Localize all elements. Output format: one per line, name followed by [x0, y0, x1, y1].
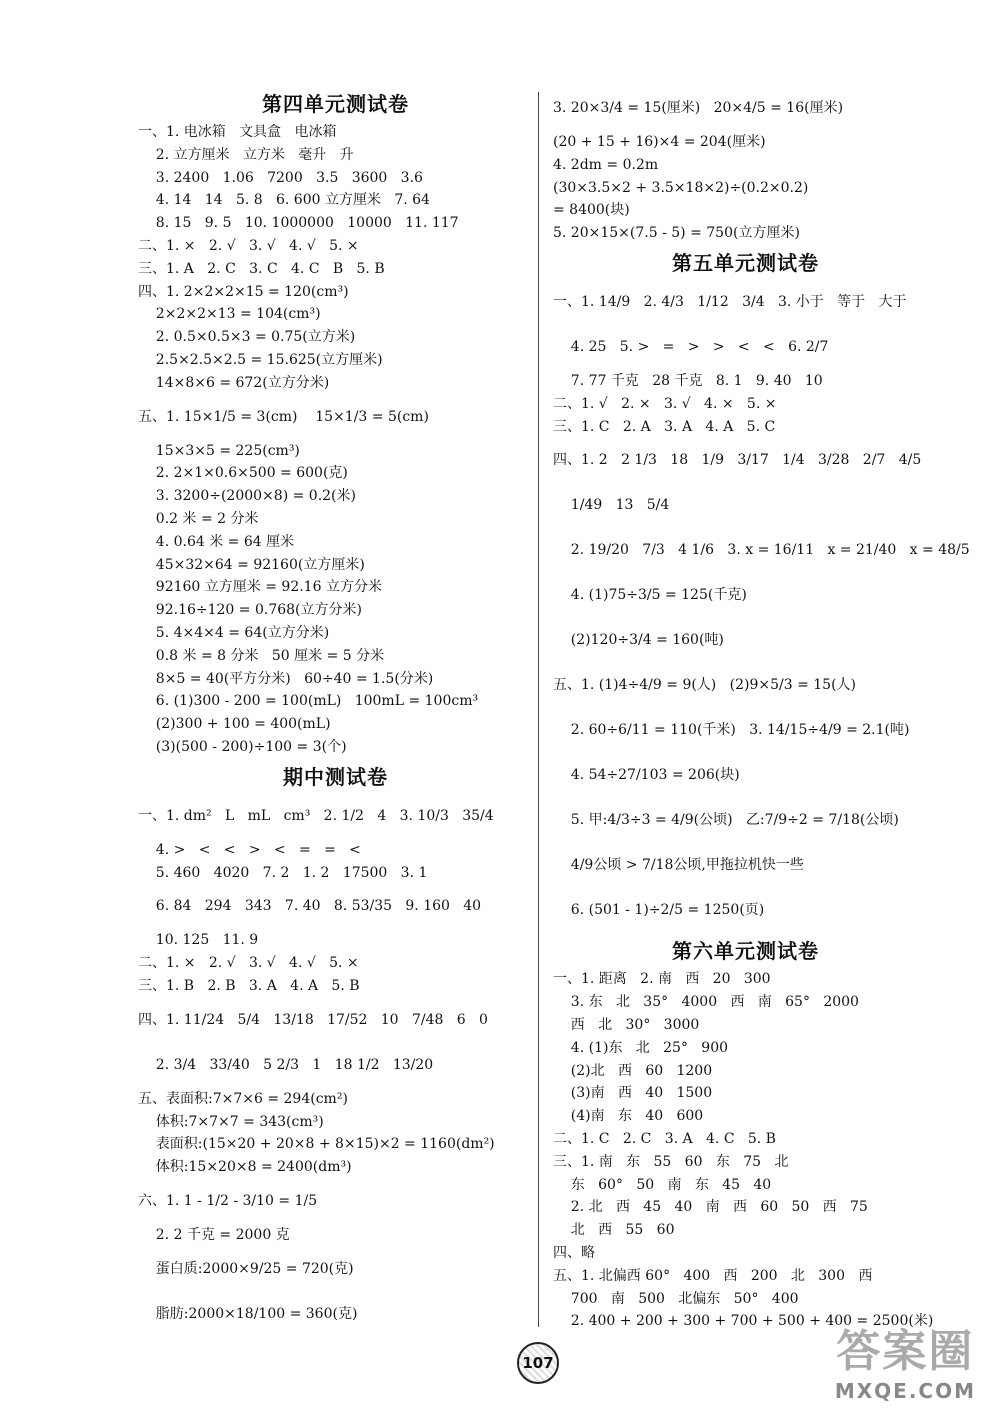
answer-line: (2)300 + 100 = 400(mL)	[138, 716, 331, 733]
answer-line: (3)(500 - 200)÷100 = 3(个)	[138, 738, 347, 755]
answer-line: 四、1. 2 2 1/3 18 1/9 3/17 1/4 3/28 2/7 4/5	[553, 452, 922, 469]
answer-line: 体积:15×20×8 = 2400(dm³)	[138, 1159, 352, 1176]
section-title: 第四单元测试卷	[262, 92, 409, 116]
answer-line: 4. 14 14 5. 8 6. 600 立方厘米 7. 64	[138, 192, 430, 209]
answer-line: 2. 2×1×0.6×500 = 600(克)	[138, 465, 348, 482]
answer-line: 4. (1)75÷3/5 = 125(千克)	[553, 587, 747, 604]
answer-line: 4. 25 5. > = > > < < 6. 2/7	[553, 338, 829, 355]
answer-line: 4. > < < > < = = <	[138, 841, 361, 858]
left-column	[138, 86, 533, 1337]
answer-line: 2. 2 千克 = 2000 克	[138, 1226, 290, 1243]
answer-line: 2. 3/4 33/40 5 2/3 1 18 1/2 13/20	[138, 1056, 434, 1073]
answer-line: 2. 0.5×0.5×3 = 0.75(立方米)	[138, 329, 356, 346]
section-title: 期中测试卷	[283, 764, 388, 789]
answer-line: 三、1. A 2. C 3. C 4. C B 5. B	[138, 260, 385, 277]
answer-line: 2. 立方厘米 立方米 毫升 升	[138, 146, 354, 163]
column-divider	[538, 92, 539, 1327]
answer-line: 10. 125 11. 9	[138, 932, 259, 949]
answer-line: 三、1. C 2. A 3. A 4. A 5. C	[553, 418, 776, 435]
section-title: 第六单元测试卷	[672, 939, 819, 964]
answer-line: (2)北 西 60 1200	[553, 1062, 713, 1079]
answer-line: 3. 2400 1.06 7200 3.5 3600 3.6	[138, 169, 423, 186]
watermark-site: MXQE.COM	[834, 1379, 976, 1403]
answer-line: 一、1. dm² L mL cm³ 2. 1/2 4 3. 10/3 35/4	[138, 807, 494, 824]
answer-line: 二、1. C 2. C 3. A 4. C 5. B	[553, 1130, 776, 1147]
answer-line: 脂肪:2000×18/100 = 360(克)	[138, 1305, 358, 1322]
page-number: 107	[517, 1342, 559, 1384]
answer-line: 92160 立方厘米 = 92.16 立方分米	[138, 579, 382, 596]
answer-line: (20 + 15 + 16)×4 = 204(厘米)	[553, 134, 766, 150]
answer-line: 5. 460 4020 7. 2 1. 2 17500 3. 1	[138, 864, 428, 881]
answer-line: 一、1. 电冰箱 文具盒 电冰箱	[138, 124, 337, 140]
answer-line: 5. 20×15×(7.5 - 5) = 750(立方厘米)	[553, 225, 800, 242]
answer-line: 三、1. B 2. B 3. A 4. A 5. B	[138, 977, 360, 994]
answer-line: 2. 400 + 200 + 300 + 700 + 500 + 400 = 2500(米)	[553, 1313, 934, 1330]
answer-line: 东 60° 50 南 东 45 40	[553, 1176, 772, 1193]
answer-line: 四、1. 2×2×2×15 = 120(cm³)	[138, 283, 349, 300]
answer-line: 6. 84 294 343 7. 40 8. 53/35 9. 160 40	[138, 898, 482, 915]
answer-line: 蛋白质:2000×9/25 = 720(克)	[138, 1260, 354, 1277]
answer-line: 4. 0.64 米 = 64 厘米	[138, 533, 295, 550]
answer-line: 表面积:(15×20 + 20×8 + 8×15)×2 = 1160(dm²)	[138, 1136, 495, 1153]
answer-line: 四、略	[553, 1244, 595, 1261]
answer-line: 1/49 13 5/4	[553, 497, 670, 514]
answer-line: 4. 54÷27/103 = 206(块)	[553, 767, 740, 784]
answer-line: (2)120÷3/4 = 160(吨)	[553, 632, 724, 649]
answer-line: 五、1. 15×1/5 = 3(cm) 15×1/3 = 5(cm)	[138, 408, 429, 425]
section-title: 第五单元测试卷	[672, 250, 819, 275]
answer-line: 五、1. 北偏西 60° 400 西 200 北 300 西	[553, 1267, 873, 1284]
answer-line: 15×3×5 = 225(cm³)	[138, 442, 300, 459]
answer-line: 北 西 55 60	[553, 1222, 675, 1239]
answer-line: 6. (501 - 1)÷2/5 = 1250(页)	[553, 902, 765, 919]
answer-line: 六、1. 1 - 1/2 - 3/10 = 1/5	[138, 1192, 318, 1209]
answer-line: 3. 20×3/4 = 15(厘米) 20×4/5 = 16(厘米)	[553, 100, 844, 116]
answer-line: 45×32×64 = 92160(立方厘米)	[138, 556, 365, 573]
answer-line: 三、1. 南 东 55 60 东 75 北	[553, 1153, 789, 1170]
answer-line: 8. 15 9. 5 10. 1000000 10000 11. 117	[138, 215, 459, 232]
answer-line: 二、1. × 2. √ 3. √ 4. √ 5. ×	[138, 955, 359, 972]
answer-line: 2. 19/20 7/3 4 1/6 3. x = 16/11 x = 21/40 x = 48/5	[553, 542, 970, 559]
answer-line: 四、1. 11/24 5/4 13/18 17/52 10 7/48 6 0	[138, 1011, 488, 1028]
answer-line: 0.8 米 = 8 分米 50 厘米 = 5 分米	[138, 647, 385, 664]
watermark-logo: 答案圈	[836, 1326, 975, 1377]
answer-line: 五、表面积:7×7×6 = 294(cm²)	[138, 1090, 348, 1107]
answer-line: 五、1. (1)4÷4/9 = 9(人) (2)9×5/3 = 15(人)	[553, 677, 856, 694]
answer-line: 6. (1)300 - 200 = 100(mL) 100mL = 100cm³	[138, 693, 479, 710]
answer-line: (3)南 西 40 1500	[553, 1085, 713, 1102]
answer-line: (30×3.5×2 + 3.5×18×2)÷(0.2×0.2)	[553, 179, 809, 196]
answer-line: (4)南 东 40 600	[553, 1108, 704, 1125]
answer-line: 2.5×2.5×2.5 = 15.625(立方厘米)	[138, 351, 383, 368]
answer-line: 体积:7×7×7 = 343(cm³)	[138, 1113, 324, 1130]
answer-line: 5. 甲:4/3÷3 = 4/9(公顷) 乙:7/9÷2 = 7/18(公顷)	[553, 812, 899, 829]
answer-line: 8×5 = 40(平方分米) 60÷40 = 1.5(分米)	[138, 670, 434, 687]
answer-line: 4. 2dm = 0.2m	[553, 156, 659, 173]
answer-line: 2. 北 西 45 40 南 西 60 50 西 75	[553, 1199, 868, 1216]
answer-line: 700 南 500 北偏东 50° 400	[553, 1290, 799, 1307]
answer-line: 一、1. 距离 2. 南 西 20 300	[553, 971, 771, 988]
answer-line: 14×8×6 = 672(立方分米)	[138, 374, 330, 391]
answer-line: 92.16÷120 = 0.768(立方分米)	[138, 602, 362, 619]
answer-line: 4/9公顷 > 7/18公顷,甲拖拉机快一些	[553, 857, 804, 874]
answer-line: 0.2 米 = 2 分米	[138, 510, 259, 527]
answer-line: 4. (1)东 北 25° 900	[553, 1039, 729, 1056]
answer-line: 7. 77 千克 28 千克 8. 1 9. 40 10	[553, 372, 823, 389]
answer-line: 西 北 30° 3000	[553, 1016, 700, 1033]
answer-line: 二、1. √ 2. × 3. √ 4. × 5. ×	[553, 395, 777, 412]
answer-line: 二、1. × 2. √ 3. √ 4. √ 5. ×	[138, 237, 359, 254]
answer-line: 一、1. 14/9 2. 4/3 1/12 3/4 3. 小于 等于 大于	[553, 293, 907, 310]
answer-line: 3. 东 北 35° 4000 西 南 65° 2000	[553, 994, 859, 1011]
answer-line: 2. 60÷6/11 = 110(千米) 3. 14/15÷4/9 = 2.1(吨)	[553, 722, 910, 739]
answer-line: 5. 4×4×4 = 64(立方分米)	[138, 624, 330, 641]
answer-line: 3. 3200÷(2000×8) = 0.2(米)	[138, 488, 356, 505]
right-column	[553, 86, 970, 1333]
answer-line: 2×2×2×13 = 104(cm³)	[138, 306, 321, 323]
answer-line: = 8400(块)	[553, 202, 630, 219]
watermark	[835, 1315, 976, 1403]
